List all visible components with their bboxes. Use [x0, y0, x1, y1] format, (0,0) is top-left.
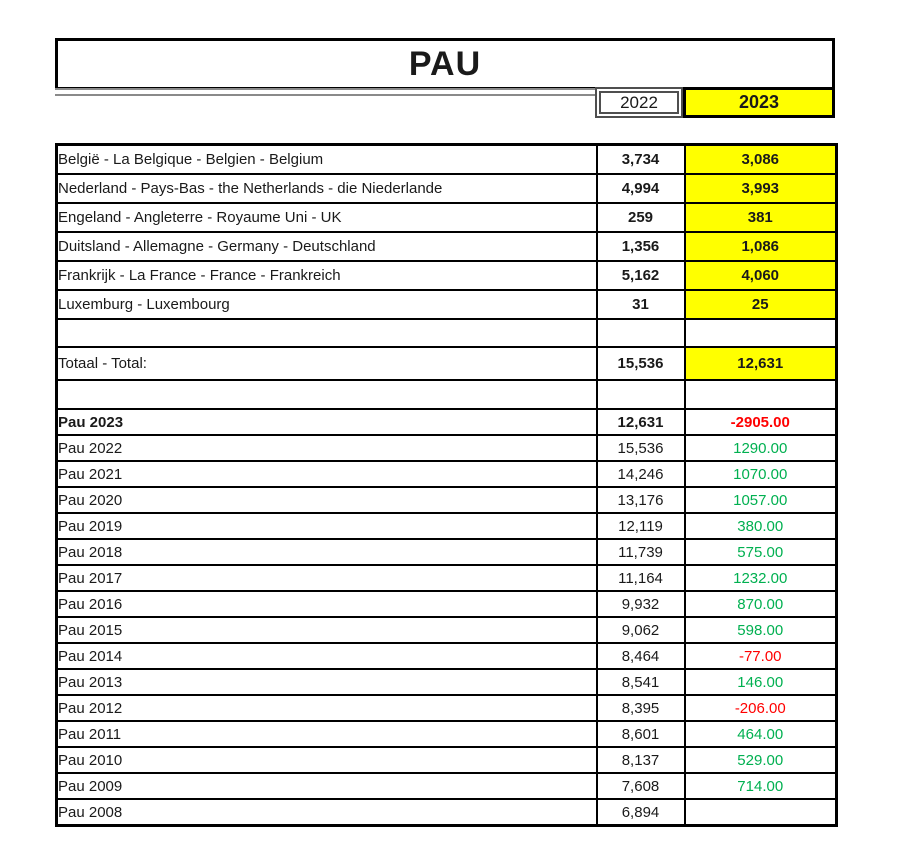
history-label-cell: Pau 2021: [57, 461, 597, 487]
country-row: [57, 232, 837, 261]
column-header-2023: [683, 87, 835, 118]
total-row: [57, 347, 837, 380]
value-2023-cell: 3,993: [685, 174, 837, 203]
spacer-row: [57, 380, 837, 409]
history-value-cell: 8,395: [597, 695, 685, 721]
history-diff-cell: 575.00: [685, 539, 837, 565]
history-value-cell: 12,119: [597, 513, 685, 539]
history-diff-cell: -206.00: [685, 695, 837, 721]
spacer-cell: [685, 319, 837, 347]
history-value-cell: 15,536: [597, 435, 685, 461]
spacer-cell: [57, 319, 597, 347]
history-label-cell: Pau 2009: [57, 773, 597, 799]
value-2022-cell: 259: [597, 203, 685, 232]
country-label-cell: Nederland - Pays-Bas - the Netherlands - die Niederlande: [57, 174, 597, 203]
history-value-cell: 14,246: [597, 461, 685, 487]
history-label-cell: Pau 2012: [57, 695, 597, 721]
history-label-cell: Pau 2010: [57, 747, 597, 773]
value-2022-cell: 4,994: [597, 174, 685, 203]
history-label-cell: Pau 2022: [57, 435, 597, 461]
sheet-title-box: [55, 38, 835, 90]
history-value-cell: 6,894: [597, 799, 685, 826]
country-row: [57, 261, 837, 290]
history-diff-cell: 1290.00: [685, 435, 837, 461]
value-2023-cell: 3,086: [685, 145, 837, 175]
history-row: [57, 461, 837, 487]
country-row: [57, 145, 837, 175]
history-row: [57, 695, 837, 721]
history-diff-cell: 464.00: [685, 721, 837, 747]
history-diff-cell: -77.00: [685, 643, 837, 669]
history-diff-cell: 714.00: [685, 773, 837, 799]
history-row: [57, 513, 837, 539]
history-label-cell: Pau 2008: [57, 799, 597, 826]
history-diff-cell: 1070.00: [685, 461, 837, 487]
sheet-title: PAU: [408, 44, 482, 83]
history-value-cell: 9,062: [597, 617, 685, 643]
spacer-row: [57, 319, 837, 347]
history-value-cell: 8,601: [597, 721, 685, 747]
value-2022-cell: 1,356: [597, 232, 685, 261]
history-label-cell: Pau 2018: [57, 539, 597, 565]
country-label-cell: Frankrijk - La France - France - Frankreich: [57, 261, 597, 290]
history-row: [57, 773, 837, 799]
country-row: [57, 174, 837, 203]
history-row: [57, 565, 837, 591]
history-label-cell: Pau 2014: [57, 643, 597, 669]
history-label-cell: Pau 2011: [57, 721, 597, 747]
history-diff-cell: [685, 799, 837, 826]
history-row: [57, 747, 837, 773]
history-diff-cell: -2905.00: [685, 409, 837, 435]
total-2022-cell: 15,536: [597, 347, 685, 380]
history-row: [57, 721, 837, 747]
history-value-cell: 12,631: [597, 409, 685, 435]
title-double-rule: [55, 88, 597, 96]
country-row: [57, 290, 837, 319]
history-diff-cell: 380.00: [685, 513, 837, 539]
value-2023-cell: 1,086: [685, 232, 837, 261]
spacer-cell: [685, 380, 837, 409]
history-value-cell: 9,932: [597, 591, 685, 617]
column-header-2022: [595, 87, 683, 118]
value-2023-cell: 381: [685, 203, 837, 232]
spacer-cell: [57, 380, 597, 409]
history-value-cell: 11,164: [597, 565, 685, 591]
history-diff-cell: 598.00: [685, 617, 837, 643]
history-label-cell: Pau 2013: [57, 669, 597, 695]
pau-data-table: [55, 143, 838, 827]
history-value-cell: 8,464: [597, 643, 685, 669]
value-2022-cell: 31: [597, 290, 685, 319]
column-header-2022-label: 2022: [620, 92, 658, 112]
spacer-cell: [597, 319, 685, 347]
history-value-cell: 7,608: [597, 773, 685, 799]
total-label-cell: Totaal - Total:: [57, 347, 597, 380]
value-2022-cell: 5,162: [597, 261, 685, 290]
history-value-cell: 8,541: [597, 669, 685, 695]
history-row: [57, 799, 837, 826]
history-label-cell: Pau 2015: [57, 617, 597, 643]
country-label-cell: Engeland - Angleterre - Royaume Uni - UK: [57, 203, 597, 232]
history-label-cell: Pau 2023: [57, 409, 597, 435]
spacer-cell: [597, 380, 685, 409]
history-diff-cell: 1232.00: [685, 565, 837, 591]
value-2023-cell: 25: [685, 290, 837, 319]
country-label-cell: België - La Belgique - Belgien - Belgium: [57, 145, 597, 175]
history-label-cell: Pau 2020: [57, 487, 597, 513]
history-diff-cell: 146.00: [685, 669, 837, 695]
history-row: [57, 539, 837, 565]
history-value-cell: 13,176: [597, 487, 685, 513]
history-diff-cell: 529.00: [685, 747, 837, 773]
value-2022-cell: 3,734: [597, 145, 685, 175]
history-row: [57, 435, 837, 461]
history-label-cell: Pau 2017: [57, 565, 597, 591]
history-row: [57, 643, 837, 669]
history-diff-cell: 1057.00: [685, 487, 837, 513]
history-row: [57, 409, 837, 435]
history-label-cell: Pau 2019: [57, 513, 597, 539]
history-row: [57, 487, 837, 513]
history-label-cell: Pau 2016: [57, 591, 597, 617]
history-row: [57, 669, 837, 695]
country-label-cell: Luxemburg - Luxembourg: [57, 290, 597, 319]
history-row: [57, 591, 837, 617]
total-2023-cell: 12,631: [685, 347, 837, 380]
history-row: [57, 617, 837, 643]
history-diff-cell: 870.00: [685, 591, 837, 617]
country-label-cell: Duitsland - Allemagne - Germany - Deutschland: [57, 232, 597, 261]
history-value-cell: 8,137: [597, 747, 685, 773]
country-row: [57, 203, 837, 232]
history-value-cell: 11,739: [597, 539, 685, 565]
value-2023-cell: 4,060: [685, 261, 837, 290]
column-header-2023-label: 2023: [738, 92, 780, 112]
